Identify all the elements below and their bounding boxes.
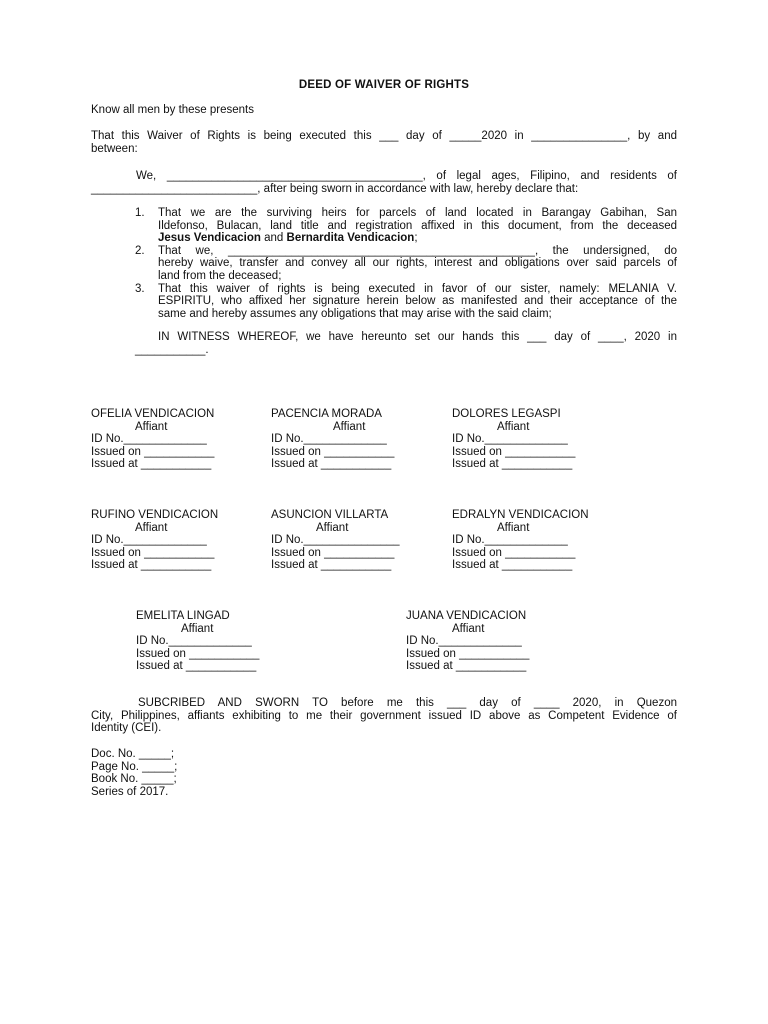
item-3-line-3: same and hereby assumes any obligations that may arise with the said claim;: [158, 307, 552, 320]
affiant-block: [271, 408, 394, 471]
affiant-issued-at: Issued at ___________: [91, 458, 212, 471]
affiant-role: Affiant: [497, 521, 530, 534]
affiant-role: Affiant: [316, 521, 349, 534]
doc-number: Doc. No. _____;: [91, 748, 175, 760]
notarial-register: [91, 748, 211, 798]
affiant-id-field: ID No._____________: [91, 534, 207, 547]
deceased-name-1: Jesus Vendicacion: [158, 232, 261, 245]
jurat-paragraph: [91, 697, 677, 735]
affiant-issued-on: Issued on ___________: [271, 546, 395, 559]
witness-line-1: IN WITNESS WHEREOF, we have hereunto set our hands this ___ day of ____, 2020 in: [158, 331, 677, 343]
affiant-issued-on: Issued on ___________: [91, 445, 215, 458]
affiant-role: Affiant: [452, 622, 485, 635]
affiant-name: RUFINO VENDICACION: [91, 509, 219, 521]
semicolon: ;: [414, 232, 418, 245]
affiant-issued-on: Issued on ___________: [271, 445, 395, 458]
affiant-issued-at: Issued at ___________: [271, 559, 392, 572]
affiant-issued-on: Issued on ___________: [136, 647, 260, 660]
declaration-item-3: [135, 283, 677, 321]
affiant-block: [91, 509, 218, 572]
affiant-block: [136, 610, 259, 673]
affiant-name: JUANA VENDICACION: [406, 610, 527, 622]
parties-line-2: __________________________, after being sworn in accordance with law, hereby declare that:: [91, 182, 579, 195]
document-title: DEED OF WAIVER OF RIGHTS: [298, 79, 470, 91]
affiant-name: ASUNCION VILLARTA: [271, 509, 389, 521]
affiant-name: DOLORES LEGASPI: [452, 408, 561, 420]
affiant-id-field: ID No._____________: [452, 433, 568, 446]
affiant-role: Affiant: [135, 521, 168, 534]
affiant-block: [91, 408, 214, 471]
affiant-name: OFELIA VENDICACION: [91, 408, 215, 420]
affiant-name: EMELITA LINGAD: [136, 610, 230, 622]
affiant-issued-on: Issued on ___________: [91, 546, 215, 559]
item-1-line-1: That we are the surviving heirs for parcels of land located in Barangay Gabihan, San: [158, 207, 677, 219]
affiant-block: [452, 408, 575, 471]
affiant-role: Affiant: [497, 420, 530, 433]
book-number: Book No. _____;: [91, 773, 177, 786]
witness-line-2: ___________.: [135, 343, 209, 356]
affiant-issued-on: Issued on ___________: [452, 445, 576, 458]
affiant-block: [271, 509, 400, 572]
affiant-role: Affiant: [333, 420, 366, 433]
parties-line-1: We, ________________________________________, of legal ages, Filipino, and residents of: [136, 170, 677, 182]
declaration-item-2: [135, 245, 677, 283]
execution-line-1: That this Waiver of Rights is being executed this ___ day of _____2020 in _______________, by and: [91, 130, 677, 142]
declaration-item-1: [135, 207, 677, 245]
and-word: and: [264, 232, 284, 245]
affiant-issued-at: Issued at ___________: [452, 559, 573, 572]
deceased-name-2: Bernardita Vendicacion: [286, 232, 415, 245]
item-2-line-1: That we, ________________________________________________, the undersigned, do: [158, 244, 677, 257]
affiant-issued-on: Issued on ___________: [452, 546, 576, 559]
affiant-block: [406, 610, 529, 673]
affiant-name: EDRALYN VENDICACION: [452, 509, 589, 521]
affiant-id-field: ID No._______________: [271, 534, 400, 547]
item-1-line-2: Ildefonso, Bulacan, land title and registration affixed in this document, from the deceased: [158, 219, 677, 232]
item-number: 3.: [135, 282, 145, 295]
affiant-role: Affiant: [181, 622, 214, 635]
series-year: Series of 2017.: [91, 785, 169, 798]
affiant-id-field: ID No._____________: [406, 635, 522, 648]
jurat-line-3: Identity (CEI).: [91, 722, 162, 735]
declarations-list: [135, 207, 677, 320]
item-2-line-2: hereby waive, transfer and convey all our rights, interest and obligations over said parcels of: [158, 257, 677, 270]
item-3-line-2: ESPIRITU, who affixed her signature herein below as manifested and their acceptance of the: [158, 295, 677, 308]
affiant-issued-at: Issued at ___________: [271, 458, 392, 471]
item-number: 2.: [135, 244, 145, 257]
affiant-issued-at: Issued at ___________: [452, 458, 573, 471]
affiant-issued-at: Issued at ___________: [406, 660, 527, 673]
execution-paragraph: [91, 130, 677, 155]
item-2-line-3: land from the deceased;: [158, 269, 282, 282]
page-number: Page No. _____;: [91, 760, 178, 773]
affiant-id-field: ID No._____________: [136, 635, 252, 648]
execution-line-2: between:: [91, 142, 138, 155]
item-number: 1.: [135, 207, 145, 219]
item-3-line-1: That this waiver of rights is being executed in favor of our sister, namely: MELANIA V.: [158, 282, 677, 295]
affiant-role: Affiant: [135, 420, 168, 433]
witness-paragraph: [135, 331, 677, 356]
affiant-block: [452, 509, 589, 572]
intro-line: Know all men by these presents: [91, 104, 255, 116]
affiant-issued-on: Issued on ___________: [406, 647, 530, 660]
jurat-line-2: City, Philippines, affiants exhibiting to me their government issued ID above as Competent Evidence of: [91, 709, 677, 722]
parties-paragraph: [91, 170, 677, 195]
jurat-line-1: SUBCRIBED AND SWORN TO before me this ___ day of ____ 2020, in Quezon: [138, 697, 677, 709]
affiant-id-field: ID No._____________: [91, 433, 207, 446]
affiant-issued-at: Issued at ___________: [136, 660, 257, 673]
affiant-name: PACENCIA MORADA: [271, 408, 382, 420]
affiant-id-field: ID No._____________: [271, 433, 387, 446]
item-1-line-3: [158, 232, 677, 245]
affiant-issued-at: Issued at ___________: [91, 559, 212, 572]
affiant-id-field: ID No._____________: [452, 534, 568, 547]
